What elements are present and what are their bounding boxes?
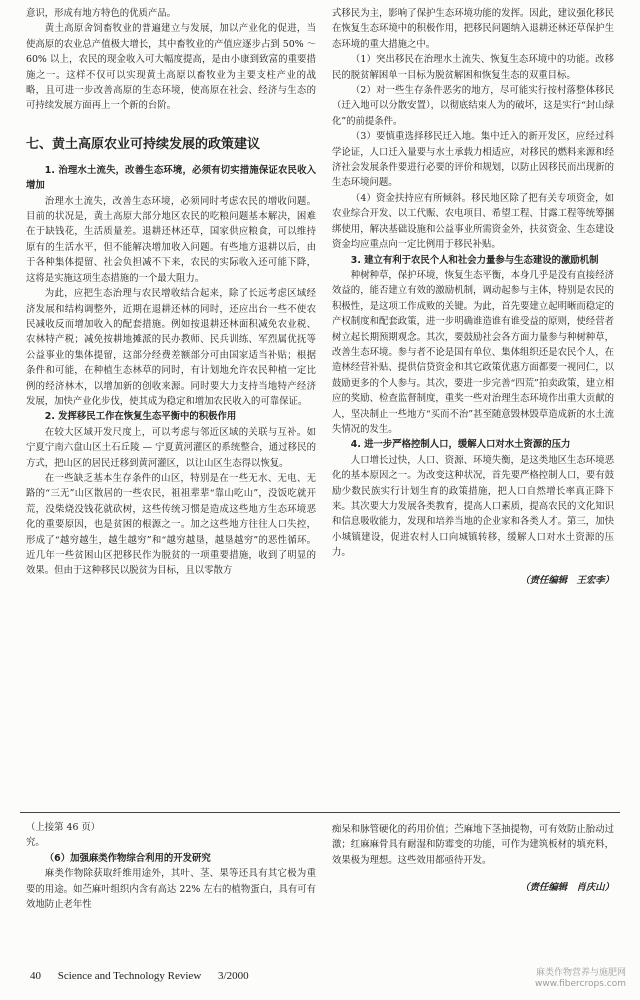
paragraph: 式移民为主，影响了保护生态环境功能的发挥。因此，建议强化移民在恢复生态环境中的积极作用，把移民问题纳入退耕还林还草保护生态环境的重大措施之中。 xyxy=(332,8,614,50)
paragraph: （1）突出移民在治理水土流失、恢复生态环境中的功能。改移民的脱贫解困单一目标为脱贫解困和恢复生态的双重目标。 xyxy=(332,54,614,81)
section-divider xyxy=(20,812,620,813)
watermark xyxy=(535,968,626,990)
continued-article-left xyxy=(26,820,316,912)
section-heading: 七、黄土高原农业可持续发展的政策建议 xyxy=(26,136,261,152)
journal-name: Science and Technology Review xyxy=(57,970,202,982)
paragraph: 在一些缺乏基本生存条件的山区，特别是在一些无水、无电、无路的“三无”山区散居的一些农民，祖祖辈辈“靠山吃山”，没饭吃就开荒，没柴烧没钱花就砍树，这些传统习惯是造成这些地方生态环境恶化的重要原因，也是贫困的根源之一。加之这些地方往往人口失控，形成了“越穷越生，越生越穷”和“越穷越垦，越垦越穷”的恶性循环。近几年一些贫困山区把移民作为脱贫的一项重要措施，收到了明显的效果。但由于这种移民以脱贫为目标，且以零散方 xyxy=(26,472,316,577)
paragraph: 痴呆和脉管硬化的药用价值；苎麻地下茎抽提物，可有效防止胎动过激；红麻麻骨具有耐湿和防霉变的功能，可作为建筑板材的填充料，效果极为理想。这些效用都亟待开发。 xyxy=(332,824,614,866)
paragraph: 种树种草，保护环境，恢复生态平衡，本身几乎是没有直接经济效益的，能否建立有效的激励机制，调动起参与主体，特别是农民的积极性，是这项工作成败的关键。为此，首先要建立起明晰而稳定的产权制度和配套政策，进一步明确谁造谁有谁受益的原则，使经营者树立起长期预期观念。其次，要鼓励社会各方面力量参与种树种草，改善生态环境。参与者不论是国有单位、集体组织还是农民个人，在造林经营补贴、提供信贷资金和其它政策优惠方面都要一视同仁，以鼓励更多的个人参与。其次，要进一步完善“四荒”拍卖政策，建立相应的奖励、检查监督制度，重奖一些对治理生态环境作出重大贡献的人，坚决制止一些地方“买而不治”甚至随意毁林毁草造成新的水土流失情况的发生。 xyxy=(332,269,614,435)
paragraph: 究。 xyxy=(26,837,45,849)
right-column xyxy=(332,6,614,588)
page-number: 40 xyxy=(30,970,41,982)
paragraph: 麻类作物除获取纤维用途外，其叶、茎、果等还具有其它极为重要的用途。如苎麻叶组织内含有高达 22% 左右的植物蛋白，具有可有效地防止老年性 xyxy=(26,868,316,911)
subsection-heading: 4. 进一步严格控制人口，缓解人口对水土资源的压力 xyxy=(350,439,571,451)
paragraph: 治理水土流失，改善生态环境，必须同时考虑农民的增收问题。目前的状况是，黄土高原大部分地区农民的吃粮问题基本解决，困难在于缺钱花，生活质量差。退耕还林还草，国家供应粮食，可以维持原有的生活水平，但不能解决增加收入问题。有些地方退耕以后，由于各种集体提留、社会负担减不下来，农民的实际收入还可能下降，这将是实施这项生态措施的一个最大阻力。 xyxy=(26,195,316,284)
responsible-editor: （责任编辑 肖庆山） xyxy=(520,882,614,894)
watermark-url: www.fibercrops.com xyxy=(535,979,626,989)
continued-article-right xyxy=(332,822,614,896)
paragraph: 为此，应把生态治理与农民增收结合起来，除了长远考虑区域经济发展和结构调整外，近期在退耕还林的同时，还应出台一些不使农民减收反而增加收入的配套措施。例如按退耕还林面积减免农业税、农林特产税；减免按耕地摊派的民办教师、民兵训练、军烈属优抚等公益事业的集体提留，这部分经费差额部分可由国家适当补贴；根据条件和可能，在种植生态林草的同时，有计划地允许农民种植一定比例的经济林木，以增加新的创收来源。同时要大力支持当地特产经济发展，加快产业化步伐，使其成为稳定和增加农民收入的可靠保证。 xyxy=(26,288,316,407)
subsection-heading: 2. 发挥移民工作在恢复生态平衡中的积极作用 xyxy=(44,411,237,423)
page-footer xyxy=(30,970,263,982)
left-column xyxy=(26,6,316,579)
paragraph: （3）要慎重选择移民迁入地。集中迁入的新开发区，应经过科学论证，人口迁入量要与水土承载力相适应，对移民的燃料来源和经济社会发展条件要进行必要的评价和规划，以防止因移民而出现新的生态环境问题。 xyxy=(332,131,614,189)
subsection-heading: 3. 建立有利于农民个人和社会力量参与生态建设的激励机制 xyxy=(350,254,599,266)
continued-note: （上接第 46 页） xyxy=(26,822,101,833)
issue-number: 3/2000 xyxy=(218,970,249,982)
paragraph: 黄土高原舍饲畜牧业的普遍建立与发展，加以产业化的促进，当使高原的农业总产值极大增长，其中畜牧业的产值应逐步占到 50% ～ 60% 以上，农民的现金收入可大幅度提高，是由小康到致富的重要措施之一。这样不仅可以实现黄土高原以畜牧业为主要支柱产业的战略，且可进一步改善高原的生态环境，使高原在社会、经济与生态的可持续发展方面再上一个新的台阶。 xyxy=(26,23,316,112)
watermark-title: 麻类作物营养与施肥网 xyxy=(535,968,626,978)
subsection-heading: 1. 治理水土流失，改善生态环境，必须有切实措施保证农民收入增加 xyxy=(26,164,316,192)
paragraph: （2）对一些生存条件恶劣的地方，尽可能实行按村落整体移民（迁入地可以分散安置），以彻底结束人为的破坏，这是实行“封山绿化”的前提条件。 xyxy=(332,85,614,127)
paragraph: 在较大区域开发尺度上，可以考虑与邻近区域的关联与互补。如宁夏宁南六盘山区土石丘陵 — 宁夏黄河灌区的系统整合，通过移民的方式，把山区的居民迁移到黄河灌区，以让山区生态得以恢复。 xyxy=(26,426,316,469)
paragraph: 意识，形成有地方特色的优质产品。 xyxy=(26,8,177,19)
subsection-heading: （6）加强麻类作物综合利用的开发研究 xyxy=(44,852,211,864)
paragraph: （4）资金扶持应有所倾斜。移民地区除了把有关专项资金，如农业综合开发、以工代赈、农电项目、希望工程、甘露工程等统筹捆绑使用，解决基础设施和公益事业所需资金外，扶贫资金、生态建设资金均应重点向一定比例用于移民补贴。 xyxy=(332,192,614,251)
paragraph: 人口增长过快，人口、资源、环境失衡，是这类地区生态环境恶化的基本原因之一。为改变这种状况，首先要严格控制人口，要有鼓励少数民族实行计划生育的政策措施，把人口自然增长率真正降下来。其次要大力发展各类教育，提高人口素质，提高农民的文化知识和信息吸收能力，发现和培养当地的企业家和各类人才。第三，加快小城镇建设，促进农村人口向城镇转移，缓解人口对水土资源的压力。 xyxy=(332,454,614,559)
responsible-editor: （责任编辑 王宏李） xyxy=(520,574,614,586)
